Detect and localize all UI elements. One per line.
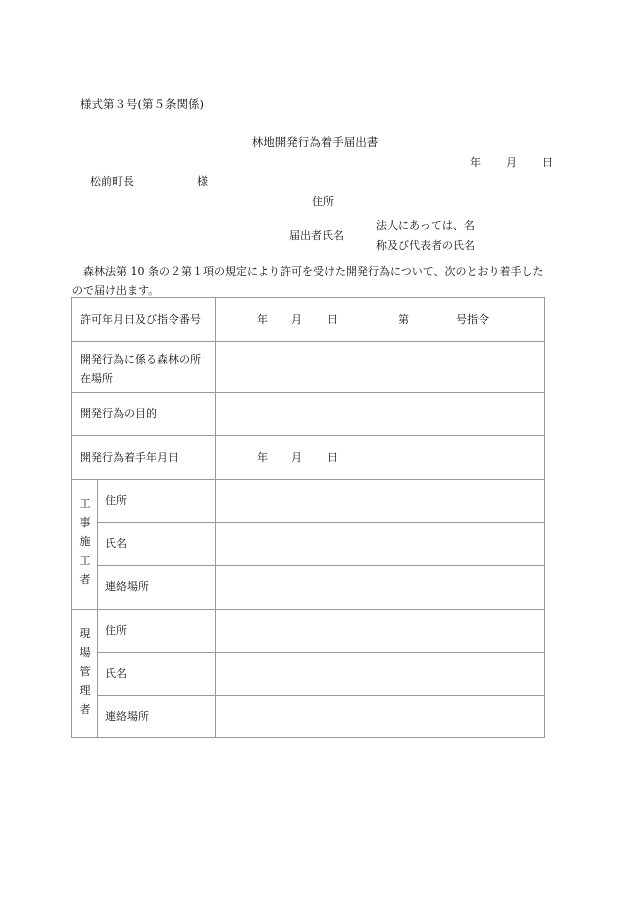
contractor-address-label: 住所: [105, 494, 127, 507]
permit-number-prefix: 第: [398, 313, 409, 326]
addressee: 松前町長: [90, 175, 134, 188]
group-divider: [97, 479, 98, 737]
row-divider: [72, 435, 544, 436]
date-day-label: 日: [542, 156, 553, 169]
notification-form-table: [71, 297, 545, 738]
permit-day-label: 日: [327, 313, 338, 326]
development-purpose-label: 開発行為の目的: [80, 407, 157, 420]
row-divider: [97, 565, 544, 566]
corporation-note-line-2: 称及び代表者の氏名: [376, 239, 475, 252]
row-divider: [72, 609, 544, 610]
permit-month-label: 月: [291, 313, 302, 326]
forest-location-label-line-2: 在場所: [80, 372, 113, 385]
row-divider: [97, 652, 544, 653]
applicant-address-label: 住所: [312, 195, 334, 208]
start-date-label: 開発行為着手年月日: [80, 451, 179, 464]
addressee-suffix: 様: [197, 175, 208, 188]
permit-number-suffix: 号指令: [456, 313, 489, 326]
row-divider: [72, 341, 544, 342]
row-divider: [72, 479, 544, 480]
site-manager-group-label: 現場管理者: [79, 627, 91, 716]
contractor-contact-label: 連絡場所: [105, 580, 149, 593]
applicant-name-label: 届出者氏名: [289, 229, 344, 242]
date-year-label: 年: [470, 156, 481, 169]
date-month-label: 月: [506, 156, 517, 169]
start-year-label: 年: [257, 451, 268, 464]
row-divider: [97, 695, 544, 696]
corporation-note-line-1: 法人にあっては、名: [376, 219, 475, 232]
forest-location-label-line-1: 開発行為に係る森林の所: [80, 353, 201, 366]
manager-name-label: 氏名: [105, 667, 127, 680]
permit-date-number-label: 許可年月日及び指令番号: [80, 313, 201, 326]
declaration-text: 森林法第 10 条の２第１項の規定により許可を受けた開発行為について、次のとおり着手したので届け出ます。: [72, 265, 544, 297]
manager-contact-label: 連絡場所: [105, 710, 149, 723]
contractor-group-label: 工事施工者: [79, 497, 91, 586]
row-divider: [97, 522, 544, 523]
permit-year-label: 年: [257, 313, 268, 326]
manager-address-label: 住所: [105, 624, 127, 637]
form-number: 様式第３号(第５条関係): [80, 97, 204, 111]
contractor-name-label: 氏名: [105, 537, 127, 550]
column-divider: [215, 298, 216, 737]
start-month-label: 月: [291, 451, 302, 464]
date-line: [470, 157, 553, 168]
row-divider: [72, 392, 544, 393]
start-day-label: 日: [327, 451, 338, 464]
document-title: 林地開発行為着手届出書: [251, 135, 379, 149]
